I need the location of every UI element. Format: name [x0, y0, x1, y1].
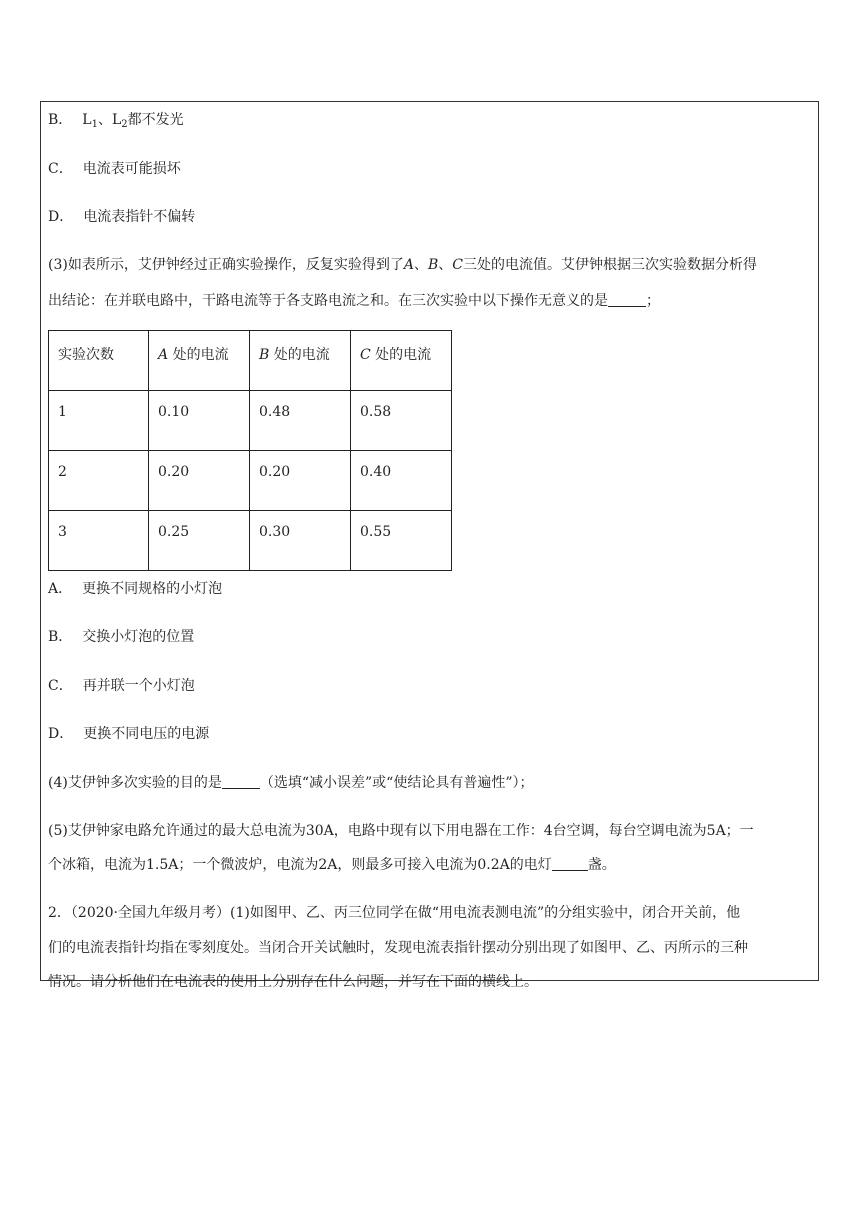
- table-row: [49, 391, 452, 451]
- q3-stem-line2: 出结论：在并联电路中，干路电流等于各支路电流之和。在三次实验中以下操作无意义的是 ；: [48, 293, 660, 309]
- option-c-q2: C． 电流表可能损坏: [48, 161, 181, 177]
- table-header-cell: 实验次数: [49, 331, 149, 391]
- option-b-q2: B． $L_1$、$L_2$都不发光: [48, 112, 184, 130]
- answer-blank[interactable]: [222, 774, 260, 789]
- table-cell: 1: [49, 391, 149, 451]
- table-header-cell: B 处的电流: [250, 331, 351, 391]
- problem2-line2: 们的电流表指针均指在零刻度处。当闭合开关试触时，发现电流表指针摆动分别出现了如图甲、乙、丙所示的三种: [48, 940, 748, 956]
- option-c-q3: C． 再并联一个小灯泡: [48, 678, 195, 694]
- table-cell: 0.25: [149, 511, 250, 571]
- table-cell: 0.10: [149, 391, 250, 451]
- q5-stem-line2: 个冰箱，电流为1.5A；一个微波炉，电流为2A，则最多可接入电流为0.2A的电灯 盏。: [48, 857, 616, 873]
- table-cell: 0.58: [351, 391, 452, 451]
- answer-blank[interactable]: [552, 856, 588, 871]
- problem2-line1: 2．（2020·全国九年级月考）(1)如图甲、乙、丙三位同学在做“用电流表测电流”的分组实验中，闭合开关前，他: [48, 905, 741, 921]
- table-cell: 0.20: [250, 451, 351, 511]
- option-d-q3: D． 更换不同电压的电源: [48, 726, 210, 742]
- table-cell: 0.55: [351, 511, 452, 571]
- q4-stem: (4)艾伊钟多次实验的目的是 （选填“减小误差”或“使结论具有普遍性”）；: [48, 775, 534, 791]
- table-header-cell: A 处的电流: [149, 331, 250, 391]
- table-cell: 0.20: [149, 451, 250, 511]
- option-b-q3: B． 交换小灯泡的位置: [48, 629, 195, 645]
- current-data-table: [48, 330, 452, 571]
- table-cell: 0.48: [250, 391, 351, 451]
- table-cell: 0.40: [351, 451, 452, 511]
- answer-blank[interactable]: [608, 292, 646, 307]
- table-header-row: [49, 331, 452, 391]
- q5-stem-line1: (5)艾伊钟家电路允许通过的最大总电流为30A，电路中现有以下用电器在工作：4台空调，每台空调电流为5A；一: [48, 823, 754, 839]
- table-cell: 0.30: [250, 511, 351, 571]
- problem2-line3: 情况。请分析他们在电流表的使用上分别存在什么问题，并写在下面的横线上。: [48, 974, 538, 990]
- table-header-cell: C 处的电流: [351, 331, 452, 391]
- option-d-q2: D． 电流表指针不偏转: [48, 209, 196, 225]
- q3-stem-line1: (3)如表所示，艾伊钟经过正确实验操作，反复实验得到了A、B、C三处的电流值。艾伊钟根据三次实验数据分析得: [48, 257, 757, 273]
- table-cell: 2: [49, 451, 149, 511]
- table-row: [49, 511, 452, 571]
- table-cell: 3: [49, 511, 149, 571]
- table-row: [49, 451, 452, 511]
- option-a-q3: A． 更换不同规格的小灯泡: [48, 581, 223, 597]
